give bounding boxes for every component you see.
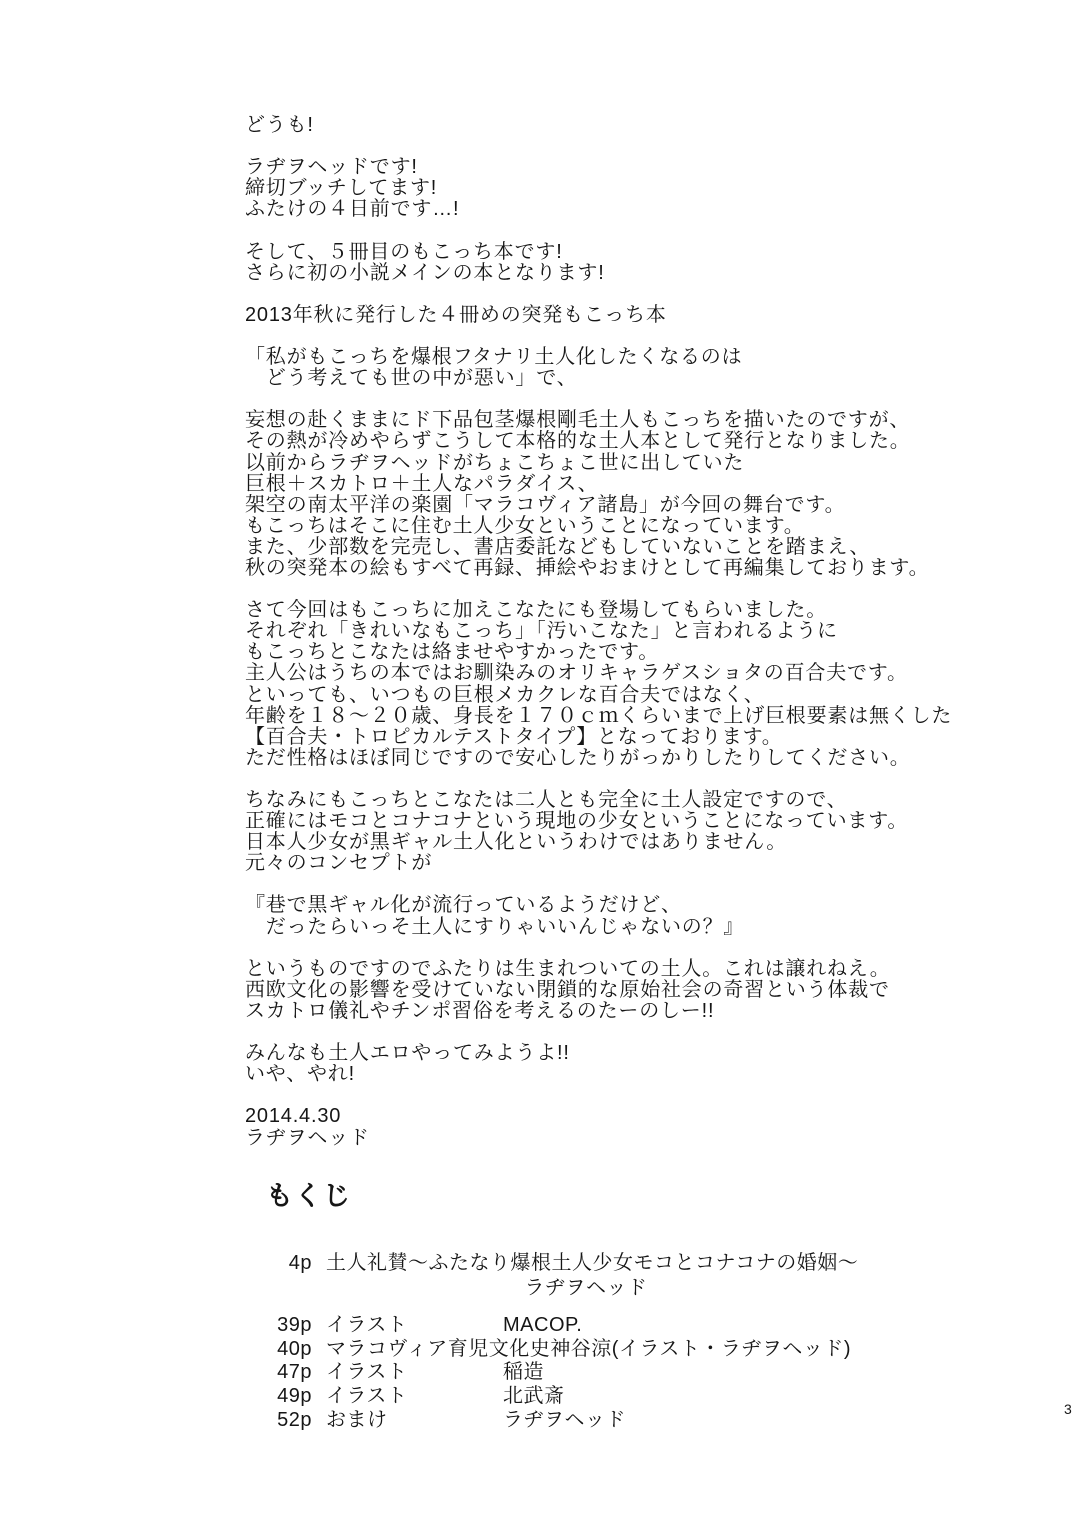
toc-row-name: 北武斎: [503, 1385, 565, 1408]
toc-row-label: おまけ: [326, 1408, 388, 1431]
toc-featured-author: ラヂヲヘッド: [524, 1277, 648, 1299]
body-line: ラヂヲヘッド: [245, 1126, 370, 1149]
toc-row-name: 神谷涼(イラスト・ラヂヲヘッド): [550, 1337, 852, 1360]
body-line: みんなも土人エロやってみようよ!!: [245, 1042, 570, 1065]
paragraph: [245, 895, 952, 937]
toc-row: [250, 1361, 851, 1385]
body-line: いや、やれ!: [245, 1063, 355, 1086]
body-line: さらに初の小説メインの本となります!: [245, 261, 605, 284]
body-line: もこっちとこなたは絡ませやすかったです。: [245, 641, 659, 664]
toc-featured-title: 土人礼賛〜ふたなり爆根土人少女モコとコナコナの婚姻〜: [326, 1252, 859, 1274]
body-line: 架空の南太平洋の楽園「マラコヴィア諸島」が今回の舞台です。: [245, 493, 846, 516]
toc-row-label: イラスト: [326, 1361, 408, 1384]
toc-row-page-number: 49p: [277, 1385, 312, 1408]
body-line: どう考えても世の中が惡い」で、: [245, 367, 578, 390]
body-line: 西欧文化の影響を受けていない閉鎖的な原始社会の奇習という体裁で: [245, 978, 890, 1001]
body-line: 締切ブッチしてます!: [245, 177, 438, 200]
toc-row: [250, 1409, 851, 1433]
paragraph: [245, 1043, 952, 1085]
toc-row-name: MACOP.: [503, 1314, 583, 1336]
toc-row-label: イラスト: [326, 1385, 408, 1408]
paragraph: [245, 242, 952, 284]
body-line: 日本人少女が黒ギャル土人化というわけではありません。: [245, 831, 787, 854]
paragraph: [245, 347, 952, 389]
body-text: [245, 115, 952, 1170]
body-line: 【百合夫・トロピカルテストタイプ】となっております。: [245, 725, 783, 748]
body-line: 2013年秋に発行した４冊めの突発もこっち本: [245, 303, 667, 326]
body-line: 元々のコンセプトが: [245, 852, 433, 875]
body-line: もこっちはそこに住む土人少女ということになっています。: [245, 514, 805, 537]
toc-rows: [250, 1314, 851, 1432]
paragraph: [245, 157, 952, 220]
body-line: だったらいっそ土人にすりゃいいんじゃないの？』: [245, 915, 745, 938]
body-line: それぞれ「きれいなもこっち」「汚いこなた」と言われるように: [245, 620, 838, 643]
toc-row-name: 稲造: [503, 1361, 544, 1384]
toc-row-name: ラヂヲヘッド: [503, 1408, 626, 1431]
toc-featured-entry: [250, 1252, 859, 1300]
toc-row-page-number: 47p: [277, 1361, 312, 1384]
toc-row-label: イラスト: [326, 1314, 408, 1336]
toc-row: [250, 1338, 851, 1362]
body-line: ただ性格はほぼ同じですので安心したりがっかりしたりしてください。: [245, 746, 911, 769]
toc-row-label: マラコヴィア育児文化史: [326, 1337, 551, 1360]
body-line: 妄想の赴くままにド下品包茎爆根剛毛土人もこっちを描いたのですが、: [245, 409, 911, 432]
paragraph: [245, 305, 952, 326]
body-line: さて今回はもこっちに加えこなたにも登場してもらいました。: [245, 599, 827, 622]
toc-heading: もくじ: [266, 1181, 352, 1211]
body-line: というものですのでふたりは生まれついての土人。これは譲れねえ。: [245, 957, 891, 980]
body-line: 年齢を１８〜２０歳、身長を１７０ｃｍくらいまで上げ巨根要素は無くした: [245, 704, 953, 727]
body-line: 2014.4.30: [245, 1105, 342, 1128]
body-line: 秋の突発本の絵もすべて再録、挿絵やおまけとして再編集しております。: [245, 556, 930, 579]
toc-row: [250, 1385, 851, 1409]
page-number: 3: [1064, 1401, 1072, 1417]
paragraph: [245, 600, 952, 769]
paragraph: [245, 959, 952, 1022]
body-line: 巨根＋スカトロ＋土人なパラダイス、: [245, 472, 599, 495]
paragraph: [245, 115, 952, 136]
body-line: 以前からラヂヲヘッドがちょこちょこ世に出していた: [245, 451, 745, 474]
body-line: その熱が冷めやらずこうして本格的な土人本として発行となりました。: [245, 430, 911, 453]
body-line: といっても、いつもの巨根メカクレな百合夫ではなく、: [245, 683, 765, 706]
toc-featured-page-number: 4p: [288, 1252, 312, 1274]
body-line: また、少部数を完売し、書店委託などもしていないことを踏まえ、: [245, 535, 871, 558]
body-line: ラヂヲヘッドです!: [245, 156, 418, 179]
body-line: スカトロ儀礼やチンポ習俗を考えるのたーのしー!!: [245, 999, 715, 1022]
toc-featured-text: [326, 1252, 859, 1300]
body-line: どうも!: [245, 114, 314, 136]
body-line: 主人公はうちの本ではお馴染みのオリキャラゲスショタの百合夫です。: [245, 662, 908, 685]
paragraph: [245, 410, 952, 579]
body-line: ふたけの４日前です…!: [245, 198, 460, 221]
paragraph: [245, 790, 952, 874]
toc-row-page-number: 52p: [277, 1408, 312, 1431]
body-line: ちなみにもこっちとこなたは二人とも完全に土人設定ですので、: [245, 789, 848, 811]
body-line: 「私がもこっちを爆根フタナリ土人化したくなるのは: [245, 346, 743, 369]
body-line: 正確にはモコとコナコナという現地の少女ということになっています。: [245, 810, 909, 833]
toc-row: [250, 1314, 851, 1338]
toc-row-page-number: 40p: [277, 1337, 312, 1360]
body-line: 『巷で黒ギャル化が流行っているようだけど、: [245, 894, 682, 917]
toc-row-page-number: 39p: [277, 1314, 312, 1336]
paragraph: [245, 1106, 952, 1148]
body-line: そして、５冊目のもこっち本です!: [245, 240, 563, 263]
